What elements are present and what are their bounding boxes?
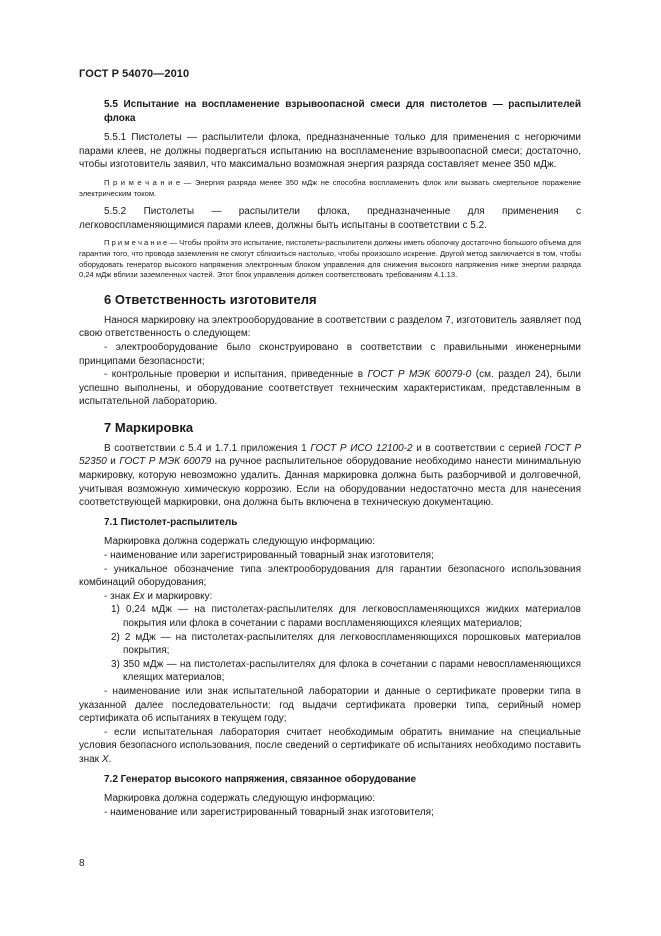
section-7-1-item: - уникальное обозначение типа электрооборудования для гарантии безопасного использования комбинаций оборудования; (79, 563, 581, 589)
section-7-intro-text-c: и (106, 456, 120, 468)
paragraph-5-5-1: 5.5.1 Пистолеты — распылители флока, предназначенные только для применения с негорючими парами клеев, не должны подвергаться испытанию на воспламенение взрывоопасной смеси; достаточно, чтобы изготовитель заявил, что максимально возможная энергия разряда составляет менее 350 мДж. (79, 132, 581, 171)
section-6-item-2-text-b: (см. раздел 24), были успешно выполнены, и оборудование соответствует техническим характеристикам, представленным в испытательной лабораторию. (79, 369, 581, 408)
page-number: 8 (79, 858, 85, 869)
section-5-5-title: 5.5 Испытание на воспламенение взрывоопасной смеси для пистолетов — распылителей флока (104, 99, 581, 124)
section-6-heading: 6 Ответственность изготовителя (104, 291, 317, 307)
section-7-intro-text-a: В соответствии с 5.4 и 1.7.1 приложения 1 (104, 442, 311, 454)
section-6-intro: Нанося маркировку на электрооборудование в соответствии с разделом 7, изготовитель заявляет под свою ответственность о следующем: (79, 314, 581, 340)
section-7-1-item: - наименование или зарегистрированный товарный знак изготовителя; (104, 550, 434, 562)
section-7-2-title: 7.2 Генератор высокого напряжения, связанное оборудование (104, 773, 417, 785)
section-6-item-2 (79, 368, 581, 409)
standard-reference: ГОСТ Р 52350 (79, 442, 581, 468)
standard-reference: ГОСТ Р МЭК 60079 (119, 456, 212, 468)
ex-mark-text-b: и маркировку: (144, 590, 213, 602)
section-7-2-intro: Маркировка должна содержать следующую информацию: (104, 793, 376, 805)
section-6-item-2-text-a: - контрольные проверки и испытания, приведенные в (104, 369, 368, 381)
note-2: П р и м е ч а н и е — Чтобы пройти это испытание, пистолеты-распылители должны иметь оболочку достаточно большого объема для гарантии того, что провода заземления не смогут сблизиться настолько, чтобы произошло искрение. Другой метод заключается в том, чтобы оборудовать генератор высокого напряжения электронным блоком управления для снижения высокого напряжения ниже энергии разряда 0,24 мДж вблизи заземленных частей. Этот блок управления должен соответствовать требованиям 4.1.13. (79, 238, 581, 280)
ex-mark: Ex (132, 590, 145, 602)
ex-mark-text-a: - знак (104, 590, 133, 602)
x-mark-text-b: . (108, 753, 112, 765)
section-7-intro-text-d: на ручное распылительное оборудование необходимо нанести минимальную маркировку, которую невозможно удалить. Данная маркировка должна быть разборчивой и долговечной, учитывая возможную химическую коррозию. Если на оборудовании недостаточно места для нанесения соответствующей маркировки, она должна быть включена в техническую документацию. (79, 456, 582, 509)
section-7-1-title: 7.1 Пистолет-распылитель (104, 516, 238, 528)
section-6-item-1: - электрооборудование было сконструировано в соответствии с правильными инженерными принципами безопасности; (79, 341, 581, 367)
section-7-1-item (79, 726, 581, 767)
marking-level-3: 3) 350 мДж — на пистолетах-распылителях для флока в сочетании с парами невоспламеняющихся клеящих материалов; (111, 658, 581, 684)
marking-level-2: 2) 2 мДж — на пистолетах-распылителях для легковоспламеняющихся порошковых материалов покрытия; (111, 631, 581, 657)
standard-reference: ГОСТ Р МЭК 60079-0 (367, 369, 472, 381)
section-7-1-item: - наименование или знак испытательной лаборатории и данные о сертификате проверки типа в указанной далее последовательности: год выдачи сертификата проверки типа, серийный номер сертификата об испытаниях в текущем году; (79, 685, 581, 725)
x-mark-text-a: - если испытательная лаборатория считает необходимым обратить внимание на специальные условия безопасного использования, после сведений о сертификате об испытаниях необходимо поставить знак (79, 726, 581, 765)
standard-reference: ГОСТ Р ИСО 12100-2 (310, 442, 413, 454)
marking-level-1: 1) 0,24 мДж — на пистолетах-распылителях для легковоспламеняющихся жидких материалов покрытия или флока в сочетании с парами воспламеняющихся клеящих материалов; (111, 604, 581, 629)
section-7-1-item (79, 590, 581, 604)
section-7-heading: 7 Маркировка (104, 419, 194, 435)
section-7-intro (79, 442, 581, 510)
paragraph-5-5-2: 5.5.2 Пистолеты — распылители флока, предназначенные для применения с легковоспламеняющимися парами клеев, должны быть испытаны в соответствии с 5.2. (79, 206, 581, 231)
section-7-intro-text-b: и в соответствии с серией (412, 442, 545, 454)
document-body (79, 98, 581, 819)
section-7-1-intro: Маркировка должна содержать следующую информацию: (104, 536, 376, 548)
section-7-2-item: - наименование или зарегистрированный товарный знак изготовителя; (104, 806, 434, 818)
document-header: ГОСТ Р 54070—2010 (79, 68, 190, 80)
x-mark: X (101, 753, 109, 765)
note-1: П р и м е ч а н и е — Энергия разряда менее 350 мДж не способна воспламенить флок или вызвать смертельное поражение электрическим током. (79, 177, 581, 198)
